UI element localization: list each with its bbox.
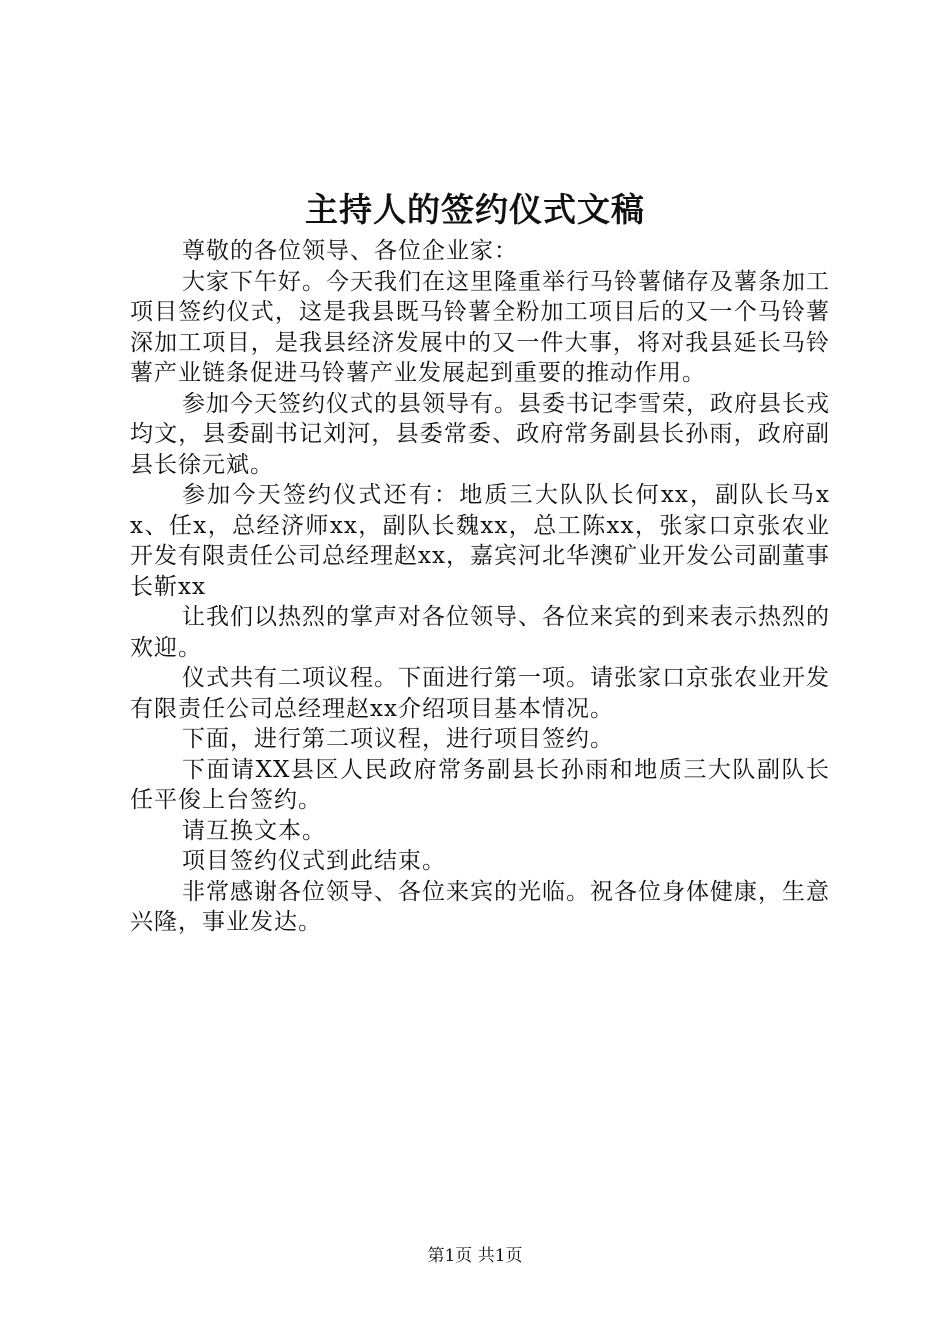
paragraph-conclusion: 项目签约仪式到此结束。	[182, 848, 446, 874]
paragraph-salutation: 尊敬的各位领导、各位企业家：	[182, 238, 518, 264]
paragraph-other-attendees: 参加今天签约仪式还有：地质三大队队长何xx，副队长马xx、任x，总经济师xx，副队长魏xx，总工陈xx，张家口京张农业开发有限责任公司总经理赵xx，嘉宾河北华澳矿业开发公司副董事长靳xx	[130, 482, 830, 600]
paragraph-welcome: 让我们以热烈的掌声对各位领导、各位来宾的到来表示热烈的欢迎。	[130, 604, 830, 661]
paragraph-agenda-second: 下面，进行第二项议程，进行项目签约。	[182, 726, 614, 752]
document-title: 主持人的签约仪式文稿	[305, 190, 645, 229]
paragraph-agenda-first: 仪式共有二项议程。下面进行第一项。请张家口京张农业开发有限责任公司总经理赵xx介绍项目基本情况。	[130, 665, 830, 722]
paragraph-exchange: 请互换文本。	[182, 817, 326, 844]
paragraph-county-leaders: 参加今天签约仪式的县领导有。县委书记李雪荣，政府县长戎均文，县委副书记刘河，县委常委、政府常务副县长孙雨，政府副县长徐元斌。	[130, 390, 830, 478]
page-number-footer: 第1页 共1页	[427, 1246, 523, 1266]
paragraph-greeting: 大家下午好。今天我们在这里隆重举行马铃薯储存及薯条加工项目签约仪式，这是我县既马铃薯全粉加工项目后的又一个马铃薯深加工项目，是我县经济发展中的又一件大事，将对我县延长马铃薯产业链条促进马铃薯产业发展起到重要的推动作用。	[130, 268, 830, 386]
document-body	[130, 236, 830, 938]
paragraph-signing: 下面请XX县区人民政府常务副县长孙雨和地质三大队副队长任平俊上台签约。	[130, 756, 830, 813]
paragraph-thanks: 非常感谢各位领导、各位来宾的光临。祝各位身体健康，生意兴隆，事业发达。	[130, 878, 830, 935]
